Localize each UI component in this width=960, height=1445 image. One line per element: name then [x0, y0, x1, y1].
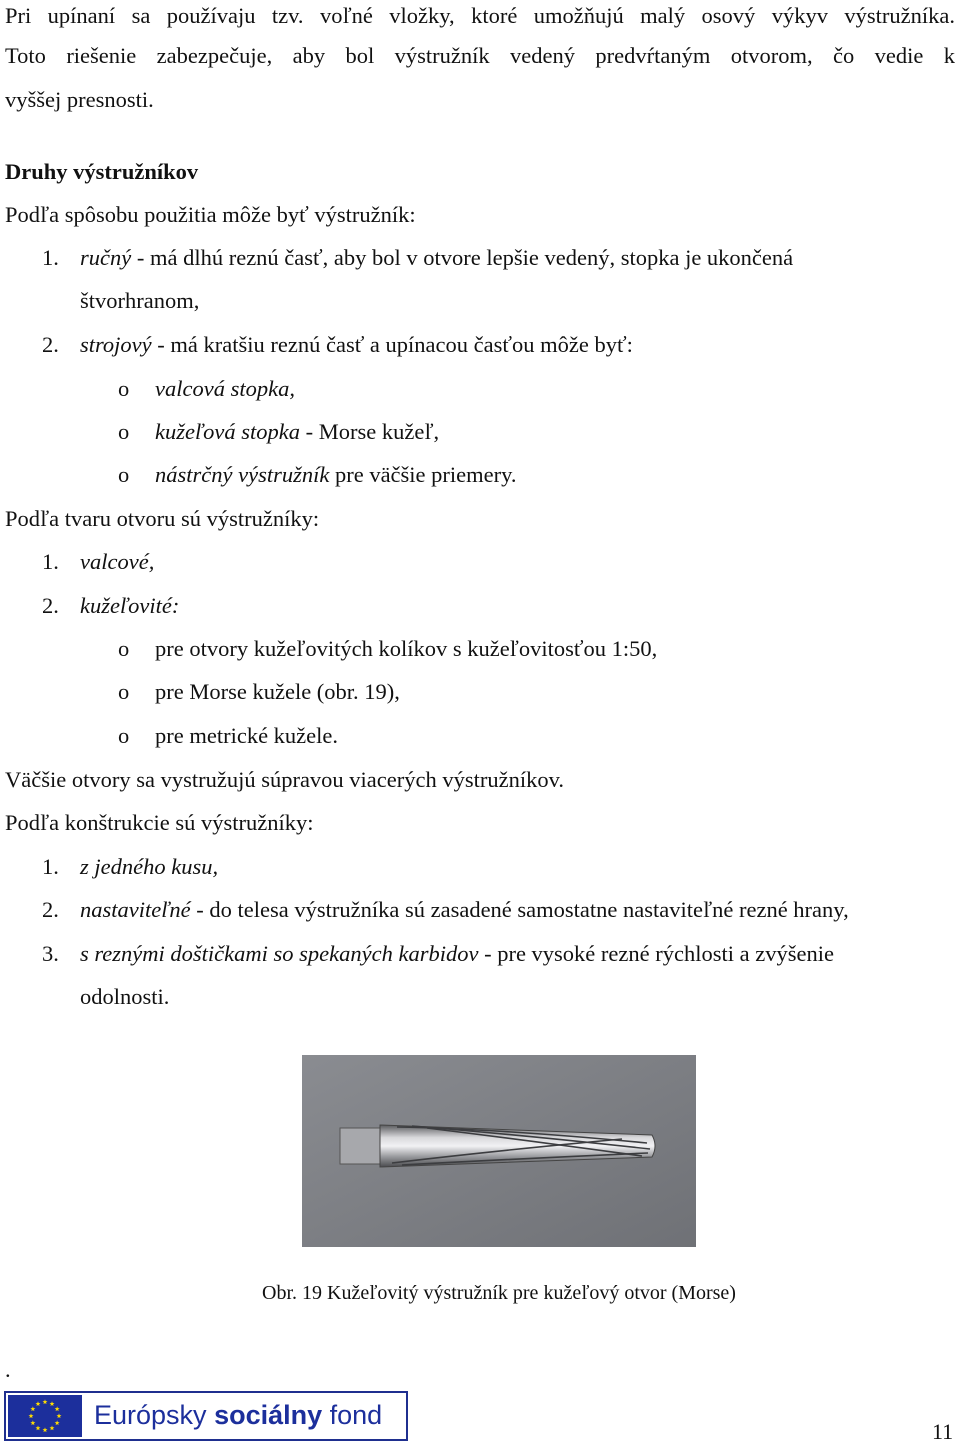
eu-star	[55, 1420, 60, 1425]
section-title: Druhy výstružníkov	[5, 159, 199, 184]
list-number: 1.	[42, 245, 59, 270]
esf-logo	[4, 1391, 408, 1441]
usage-heading: Podľa spôsobu použitia môže byť výstružník:	[5, 202, 416, 227]
list-number: 2.	[42, 593, 59, 618]
eu-star	[36, 1401, 41, 1406]
construction-item-3-cont: odolnosti.	[80, 984, 170, 1009]
item-text: - má dlhú reznú časť, aby bol v otvore lepšie vedený, stopka je ukončená	[131, 245, 794, 270]
eu-star	[43, 1399, 48, 1404]
item-text: - do telesa výstružníka sú zasadené samostatne nastaviteľné rezné hrany,	[190, 897, 849, 922]
list-number: 2.	[42, 332, 59, 357]
construction-heading: Podľa konštrukcie sú výstružníky:	[5, 810, 314, 835]
list-number: 1.	[42, 854, 59, 879]
figure-caption: Obr. 19 Kužeľovitý výstružník pre kužeľový otvor (Morse)	[262, 1282, 736, 1304]
item-text: pre metrické kužele.	[155, 723, 339, 748]
list-number: 1.	[42, 549, 59, 574]
term: nástrčný výstružník	[155, 462, 330, 487]
reamer-photo	[302, 1055, 696, 1247]
eu-star	[50, 1401, 55, 1406]
bullet: o	[118, 723, 130, 748]
item-text: pre Morse kužele (obr. 19),	[155, 679, 400, 704]
eu-star	[30, 1420, 35, 1425]
item-text: pre otvory kužeľovitých kolíkov s kužeľovitosťou 1:50,	[155, 636, 658, 661]
item-text: - má kratšiu reznú časť a upínacou časťou môže byť:	[151, 332, 633, 357]
list-number: 3.	[42, 941, 59, 966]
eu-star	[30, 1406, 35, 1411]
eu-star	[36, 1426, 41, 1431]
term: kužeľová stopka	[155, 419, 301, 444]
shape-heading: Podľa tvaru otvoru sú výstružníky:	[5, 506, 320, 531]
item-text: - pre vysoké rezné rýchlosti a zvýšenie	[478, 941, 834, 966]
eu-star	[29, 1413, 34, 1418]
list-number: 2.	[42, 897, 59, 922]
usage-item-1-cont: štvorhranom,	[80, 288, 200, 313]
item-text: pre väčšie priemery.	[329, 462, 517, 487]
larger-holes-text: Väčšie otvory sa vystružujú súpravou viacerých výstružníkov.	[5, 767, 565, 792]
eu-star	[57, 1413, 62, 1418]
bullet: o	[118, 462, 130, 487]
page-number: 11	[932, 1419, 954, 1444]
item-text: - Morse kužeľ,	[300, 419, 440, 444]
bullet: o	[118, 636, 130, 661]
bullet: o	[118, 376, 130, 401]
eu-flag-icon	[8, 1395, 82, 1437]
eu-star	[50, 1426, 55, 1431]
term: valcová stopka,	[155, 376, 295, 401]
term: valcové,	[80, 549, 155, 574]
intro-line-3: vyššej presnosti.	[5, 87, 154, 112]
bullet: o	[118, 419, 130, 444]
eu-star	[55, 1406, 60, 1411]
term: strojový	[80, 332, 152, 357]
term: z jedného kusu,	[80, 854, 219, 879]
logo-text-end: fond	[322, 1400, 383, 1430]
eu-star	[43, 1427, 48, 1432]
esf-logo-text	[94, 1398, 382, 1432]
logo-text-regular: Európsky	[94, 1400, 215, 1430]
term: ručný	[80, 245, 132, 270]
bullet: o	[118, 679, 130, 704]
stray-dot: .	[5, 1357, 11, 1382]
logo-text-bold: sociálny	[214, 1400, 323, 1430]
term: nastaviteľné	[80, 897, 191, 922]
reamer-illustration	[302, 1055, 696, 1247]
intro-line-1: Pri upínaní sa používaju tzv. voľné vložky, ktoré umožňujú malý osový výkyv výstružníka.	[5, 3, 955, 28]
term: kužeľovité:	[80, 593, 180, 618]
intro-line-2: Toto riešenie zabezpečuje, aby bol výstružník vedený predvŕtaným otvorom, čo vedie k	[5, 43, 955, 68]
term: s reznými doštičkami so spekaných karbidov	[80, 941, 479, 966]
